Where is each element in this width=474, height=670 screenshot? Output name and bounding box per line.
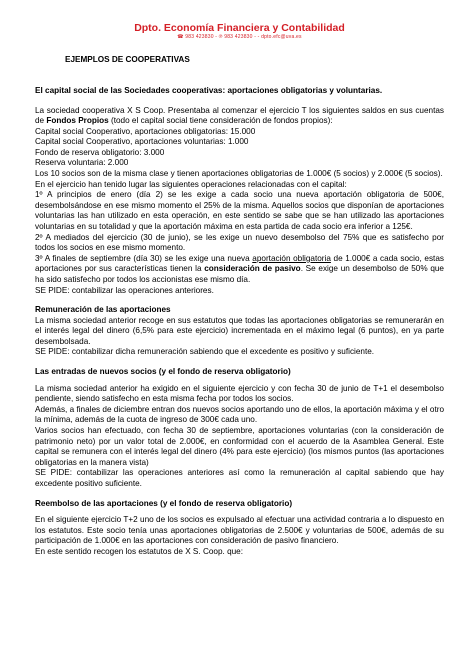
- reembolso-p2: En este sentido recogen los estatutos de X S. Coop. que:: [35, 546, 244, 556]
- nuevos-socios-p2: Además, a finales de diciembre entran dos nuevos socios aportando uno de ellos, la aportación máxima y el otro la mínima, además de la cuota de ingreso de 300€ cada uno.: [35, 404, 444, 425]
- document-title: EJEMPLOS DE COOPERATIVAS: [65, 55, 190, 64]
- operations-intro: En el ejercicio han tenido lugar las siguientes operaciones relacionadas con el capital:: [35, 179, 347, 189]
- section-heading-capital-social: El capital social de las Sociedades cooperativas: aportaciones obligatorias y voluntarias.: [35, 86, 383, 95]
- se-pide-3: SE PIDE: contabilizar las operaciones anteriores así como la remuneración al capital sabiendo que hay excedente positivo suficiente.: [35, 468, 444, 488]
- department-contact: ☎ 983 423830 - ℗ 983 423830 - - dpto.efc@uva.es: [177, 34, 302, 40]
- operation-1: 1º A principios de enero (día 2) se les exige a cada socio una nueva aportación obligatoria de 500€, desembolsándose en ese mismo momento el 25% de la misma. Aquellos socios que disponían de aportaciones voluntarias las han utilizado en esta operación, en este sentido se sabe que se han utilizado las aportaciones voluntarias en su totalidad y que la aportación máxima en esta partida de cada socio era inferior a 125€.: [35, 190, 444, 232]
- nuevos-socios-p3: Varios socios han efectuado, con fecha 30 de septiembre, aportaciones voluntarias (con la consideración de patrimonio neto) por un valor total de 2.000€, en conformidad con el acuerdo de la Asamblea General. Este capital se remunera con el interés legal del dinero (4% para este ejercicio) (los mismos puntos (las aportaciones obligatorias en la manera vista): [35, 425, 444, 467]
- department-header: [35, 22, 444, 41]
- reembolso-p1: En el siguiente ejercicio T+2 uno de los socios es expulsado al efectuar una actividad contraria a lo dispuesto en los estatutos. Este socio tenía unas aportaciones obligatorias de 2.500€ y voluntarias de 500€, además de su participación de 1.000€ en las aportaciones con consideración de pasivo financiero.: [35, 515, 444, 546]
- nuevos-socios-p1: La misma sociedad anterior ha exigido en el siguiente ejercicio y con fecha 30 de junio de T+1 el desembolso pendiente, siendo satisfecho en esta misma fecha por todos los socios.: [35, 383, 444, 404]
- balance-item: Capital social Cooperativo, aportaciones voluntarias: 1.000: [35, 137, 249, 147]
- se-pide-2: SE PIDE: contabilizar dicha remuneración sabiendo que el excedente es positivo y suficiente.: [35, 347, 375, 357]
- balance-item: Capital social Cooperativo, aportaciones obligatorias: 15.000: [35, 126, 256, 136]
- se-pide-1: SE PIDE: contabilizar las operaciones anteriores.: [35, 285, 214, 295]
- balance-item: Reserva voluntaria: 2.000: [35, 158, 129, 168]
- section-heading-remuneracion: Remuneración de las aportaciones: [35, 305, 171, 315]
- section-heading-reembolso: Reembolso de las aportaciones (y el fondo de reserva obligatorio): [35, 498, 293, 508]
- department-name: Dpto. Economía Financiera y Contabilidad: [134, 22, 345, 34]
- operation-2: 2º A mediados del ejercicio (30 de junio), se les exige un nuevo desembolso del 75% que es satisfecho por todos los socios en ese mismo momento.: [35, 232, 444, 253]
- members-paragraph: Los 10 socios son de la misma clase y tienen aportaciones obligatorias de 1.000€ (5 socios) y 2.000€ (5 socios).: [35, 169, 443, 179]
- intro-paragraph: La sociedad cooperativa X S Coop. Presentaba al comenzar el ejercicio T los siguientes saldos en sus cuentas de Fondos Propios (todo el capital social tiene consideración de fondos propios):: [35, 105, 444, 126]
- operation-3: 3º A finales de septiembre (día 30) se les exige una nueva aportación obligatoria de 1.000€ a cada socio, estas aportaciones por sus características tienen la consideración de pasivo. Se exige un desembolso de 50% que ha sido satisfecho por todos los accionistas ese mismo día.: [35, 253, 444, 284]
- remuneracion-paragraph: La misma sociedad anterior recoge en sus estatutos que todas las aportaciones obligatorias se remunerarán en el interés legal del dinero (6,5% para este ejercicio) incrementada en el máximo legal (6 puntos), en ya parte desembolsada.: [35, 315, 444, 346]
- balance-item: Fondo de reserva obligatorio: 3.000: [35, 147, 165, 157]
- section-heading-nuevos-socios: Las entradas de nuevos socios (y el fondo de reserva obligatorio): [35, 367, 291, 377]
